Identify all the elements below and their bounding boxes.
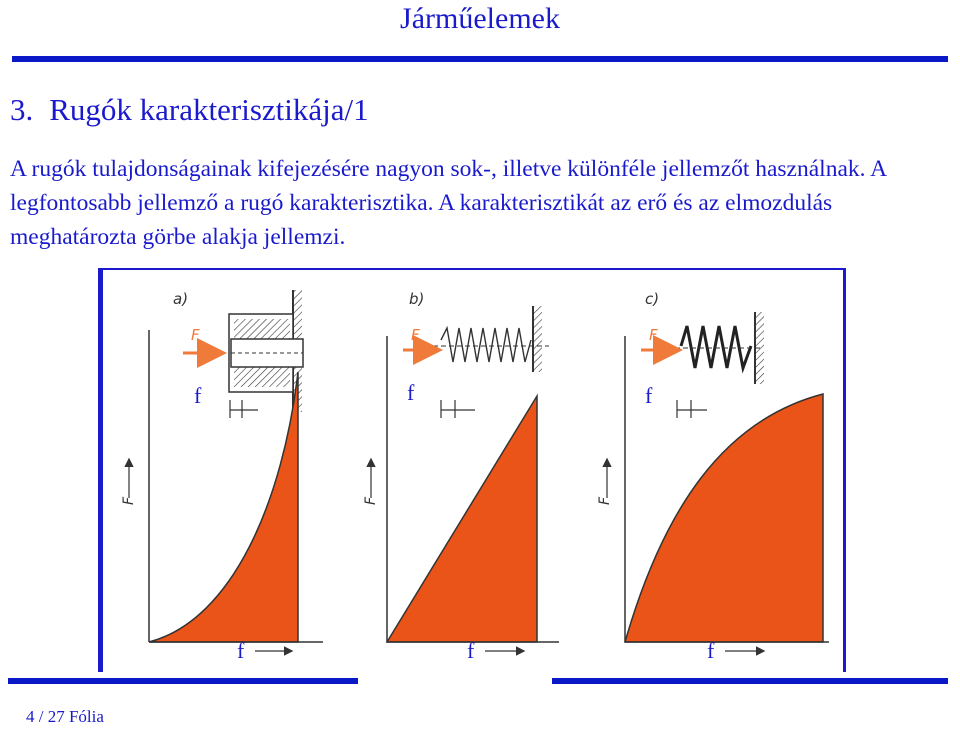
panel-b-force-label: F — [411, 326, 420, 344]
footer-rule-left — [8, 678, 358, 684]
panel-a-label: a) — [173, 290, 189, 308]
panel-b-axis-y-label: F — [363, 496, 379, 505]
panel-a-force-label: F — [191, 326, 200, 344]
panel-b-disp-label: f — [407, 380, 415, 405]
panel-c-force-label: F — [649, 326, 658, 344]
panel-b — [363, 290, 559, 663]
figure-svg — [103, 270, 843, 672]
panel-c-disc-spring — [681, 326, 751, 368]
slide-number: 3. — [10, 92, 34, 127]
panel-c-axis-y-label: F — [597, 496, 613, 505]
panel-a-curve — [149, 372, 298, 642]
header-rule — [12, 56, 948, 62]
panel-c-curve — [625, 394, 823, 642]
panel-c — [597, 290, 829, 663]
panel-a-axis-x-label: f — [237, 638, 245, 663]
panel-a — [121, 290, 323, 663]
panel-b-coil-spring — [441, 328, 531, 362]
spring-characteristics-figure — [98, 268, 846, 672]
panel-c-label: c) — [645, 290, 660, 308]
panel-b-axis-x-label: f — [467, 638, 475, 663]
panel-c-axis-x-label: f — [707, 638, 715, 663]
footer-rule-right — [552, 678, 948, 684]
body-paragraph: A rugók tulajdonságainak kifejezésére nagyon sok-, illetve különféle jellemzőt használnak. A legfontosabb jellemző a rugó karakterisztika. A karakterisztikát az erő és az elmozdulás meghatározta görbe alakja jellemzi. — [10, 156, 886, 250]
panel-b-label: b) — [409, 290, 425, 308]
panel-b-curve — [387, 396, 537, 642]
header-title: Járműelemek — [400, 2, 560, 35]
slide-title — [10, 92, 369, 128]
panel-a-axis-y-label: F — [121, 496, 137, 505]
panel-c-disp-label: f — [645, 383, 653, 408]
panel-a-disp-label: f — [194, 383, 202, 408]
slide-title-text: Rugók karakterisztikája/1 — [49, 92, 369, 127]
page-number: 4 / 27 Fólia — [26, 707, 104, 726]
